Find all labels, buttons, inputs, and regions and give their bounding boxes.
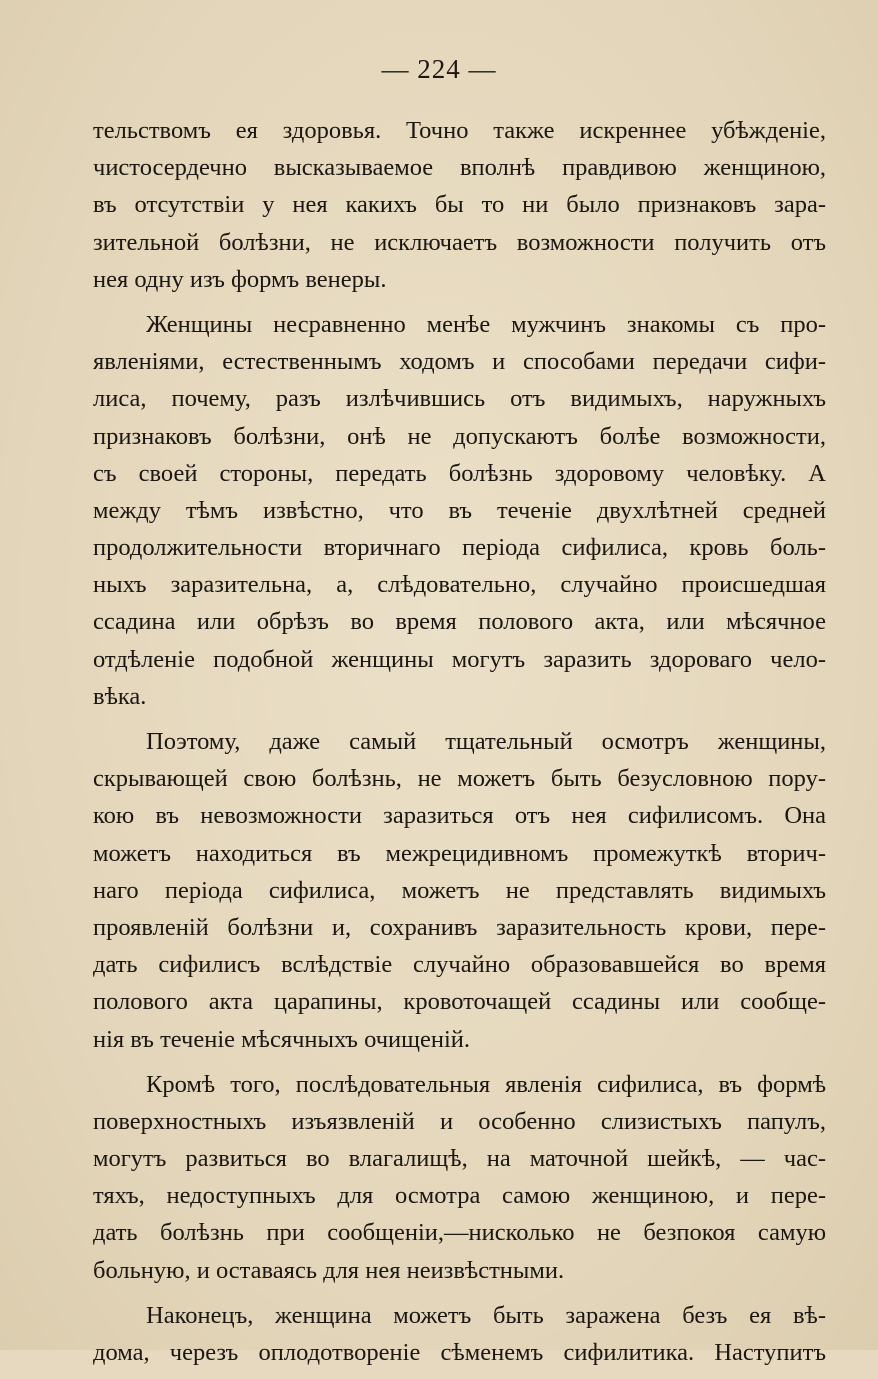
- text-line: наго періода сифилиса, можетъ не представлять видимыхъ: [93, 876, 826, 904]
- paragraph: [93, 306, 826, 715]
- text-line: больную, и оставаясь для нея неизвѣстными.: [93, 1256, 565, 1284]
- text-line: въ отсутствіи у нея какихъ бы то ни было признаковъ зара-: [93, 191, 826, 219]
- text-line: могутъ развиться во влагалищѣ, на маточной шейкѣ, — час-: [93, 1145, 826, 1173]
- paragraph: [93, 112, 826, 298]
- text-line: продолжительности вторичнаго періода сифилиса, кровь боль-: [93, 534, 826, 562]
- text-line: полового акта царапины, кровоточащей ссадины или сообще-: [93, 988, 826, 1016]
- text-line: тяхъ, недоступныхъ для осмотра самою женщиною, и пере-: [93, 1182, 826, 1210]
- page-number: — 224 —: [381, 54, 497, 84]
- text-line: дома, черезъ оплодотвореніе сѣменемъ сифилитика. Наступитъ: [93, 1339, 826, 1366]
- text-line: зительной болѣзни, не исключаетъ возможности получить отъ: [93, 228, 826, 256]
- text-line: скрывающей свою болѣзнь, не можетъ быть безусловною пору-: [93, 765, 826, 793]
- body-text: [93, 112, 826, 1379]
- text-line: можетъ находиться въ межрецидивномъ промежуткѣ вторич-: [93, 839, 826, 867]
- text-line: Женщины несравненно менѣе мужчинъ знакомы съ про-: [146, 310, 826, 338]
- paragraph: [93, 1066, 826, 1289]
- text-line: признаковъ болѣзни, онѣ не допускаютъ болѣе возможности,: [93, 422, 826, 450]
- text-line: дать сифилисъ вслѣдствіе случайно образовавшейся во время: [93, 951, 826, 979]
- text-line: нія въ теченіе мѣсячныхъ очищеній.: [93, 1025, 471, 1053]
- text-line: чистосердечно высказываемое вполнѣ правдивою женщиною,: [93, 154, 826, 182]
- text-line: вѣка.: [93, 682, 147, 710]
- text-line: проявленій болѣзни и, сохранивъ заразительность крови, пере-: [93, 913, 826, 941]
- text-line: нея одну изъ формъ венеры.: [93, 265, 387, 293]
- paragraph: [93, 723, 826, 1058]
- text-line: ссадина или обрѣзъ во время полового акта, или мѣсячное: [93, 608, 826, 636]
- text-line: Кромѣ того, послѣдовательныя явленія сифилиса, въ формѣ: [146, 1070, 826, 1098]
- text-line: Наконецъ, женщина можетъ быть заражена безъ ея вѣ-: [146, 1301, 826, 1329]
- text-line: поверхностныхъ изъязвленій и особенно слизистыхъ папулъ,: [93, 1107, 826, 1135]
- text-line: лиса, почему, разъ излѣчившись отъ видимыхъ, наружныхъ: [93, 385, 826, 413]
- text-line: ныхъ заразительна, а, слѣдовательно, случайно происшедшая: [93, 571, 826, 599]
- text-line: дать болѣзнь при сообщеніи,—нисколько не безпокоя самую: [93, 1219, 826, 1247]
- text-line: отдѣленіе подобной женщины могутъ заразить здороваго чело-: [93, 645, 826, 673]
- text-line: съ своей стороны, передать болѣзнь здоровому человѣку. А: [93, 459, 826, 487]
- text-line: тельствомъ ея здоровья. Точно также искреннее убѣжденіе,: [93, 117, 826, 144]
- text-line: кою въ невозможности заразиться отъ нея сифилисомъ. Она: [93, 802, 826, 830]
- text-line: Поэтому, даже самый тщательный осмотръ женщины,: [146, 728, 826, 755]
- text-line: явленіями, естественнымъ ходомъ и способами передачи сифи-: [93, 348, 826, 376]
- text-line: между тѣмъ извѣстно, что въ теченіе двухлѣтней средней: [93, 496, 826, 524]
- paragraph: [93, 1297, 826, 1371]
